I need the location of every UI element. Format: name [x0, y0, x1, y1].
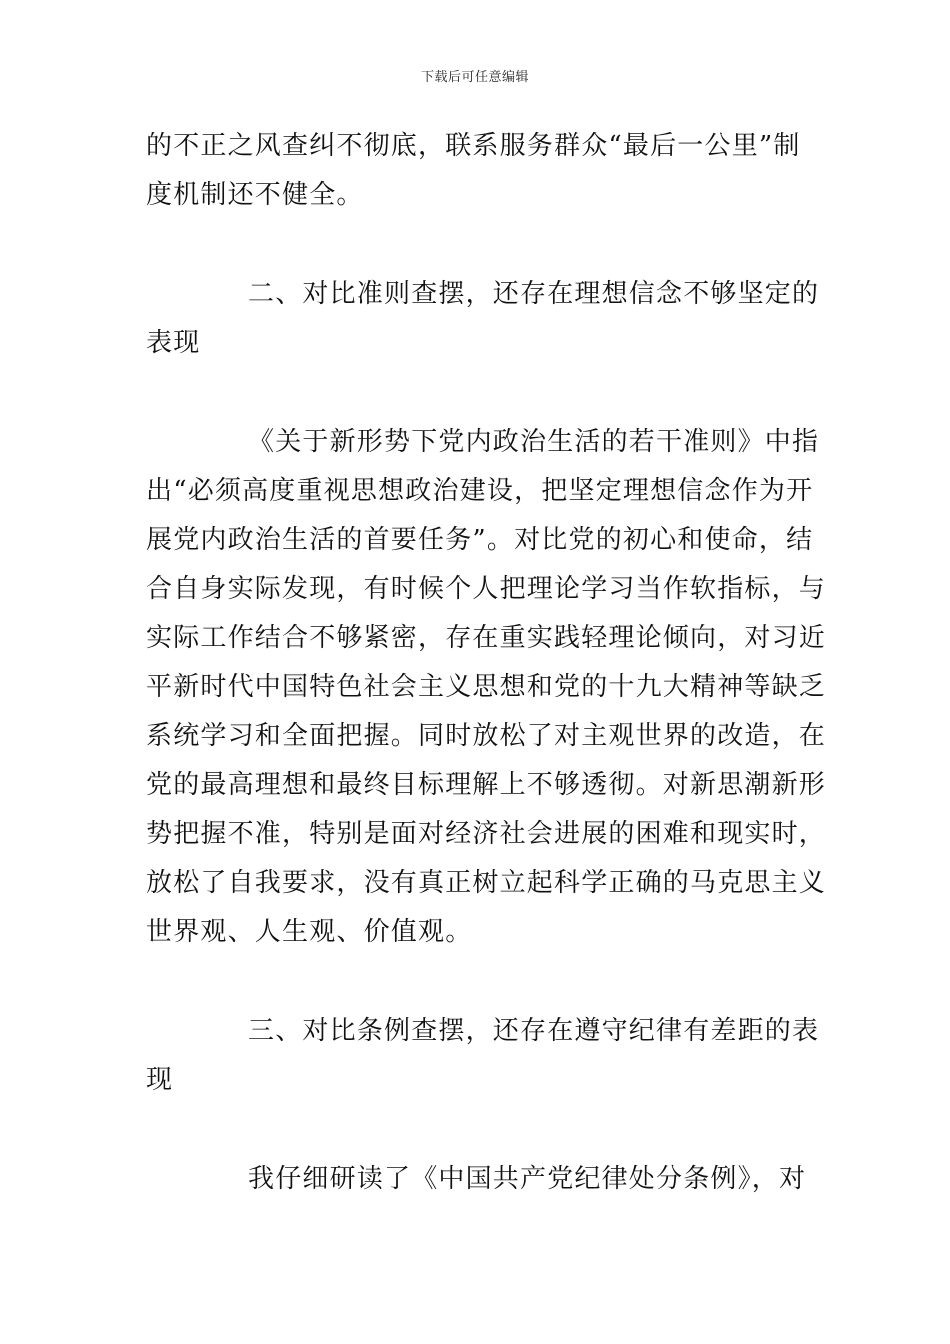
section-heading-3 — [146, 1007, 820, 1105]
text-line: 党的最高理想和最终目标理解上不够透彻。对新思潮新形 — [146, 770, 827, 800]
document-body — [146, 122, 827, 1204]
section-heading-2 — [146, 270, 820, 368]
heading-line: 现 — [146, 1065, 174, 1095]
paragraph-regulations — [146, 1155, 816, 1204]
heading-line: 表现 — [146, 328, 201, 358]
text-line: 实际工作结合不够紧密，存在重实践轻理论倾向，对习近 — [146, 623, 827, 653]
text-line: 合自身实际发现，有时候个人把理论学习当作软指标，与 — [146, 574, 827, 604]
text-line: 平新时代中国特色社会主义思想和党的十九大精神等缺乏 — [146, 672, 827, 702]
text-line: 度机制还不健全。 — [146, 180, 364, 210]
text-line: 势把握不准，特别是面对经济社会进展的困难和现实时， — [146, 819, 827, 849]
text-line: 世界观、人生观、价值观。 — [146, 917, 473, 947]
text-line: 系统学习和全面把握。同时放松了对主观世界的改造，在 — [146, 721, 827, 751]
text-line: 放松了自我要求，没有真正树立起科学正确的马克思主义 — [146, 868, 827, 898]
text-line: 《关于新形势下党内政治生活的若干准则》中指 — [248, 427, 820, 457]
heading-line: 二、对比准则查摆，还存在理想信念不够坚定的 — [248, 279, 820, 309]
text-line: 我仔细研读了《中国共产党纪律处分条例》，对 — [248, 1164, 807, 1194]
text-line: 展党内政治生活的首要任务”。对比党的初心和使命，结 — [146, 525, 814, 555]
text-line: 出“必须高度重视思想政治建设，把坚定理想信念作为开 — [146, 476, 814, 506]
paragraph-guidelines — [146, 418, 827, 957]
page-header-note: 下载后可任意编辑 — [420, 70, 529, 85]
paragraph-continuation — [146, 122, 816, 220]
heading-line: 三、对比条例查摆，还存在遵守纪律有差距的表 — [248, 1016, 820, 1046]
text-line: 的不正之风查纠不彻底，联系服务群众“最后一公里”制 — [146, 131, 801, 161]
